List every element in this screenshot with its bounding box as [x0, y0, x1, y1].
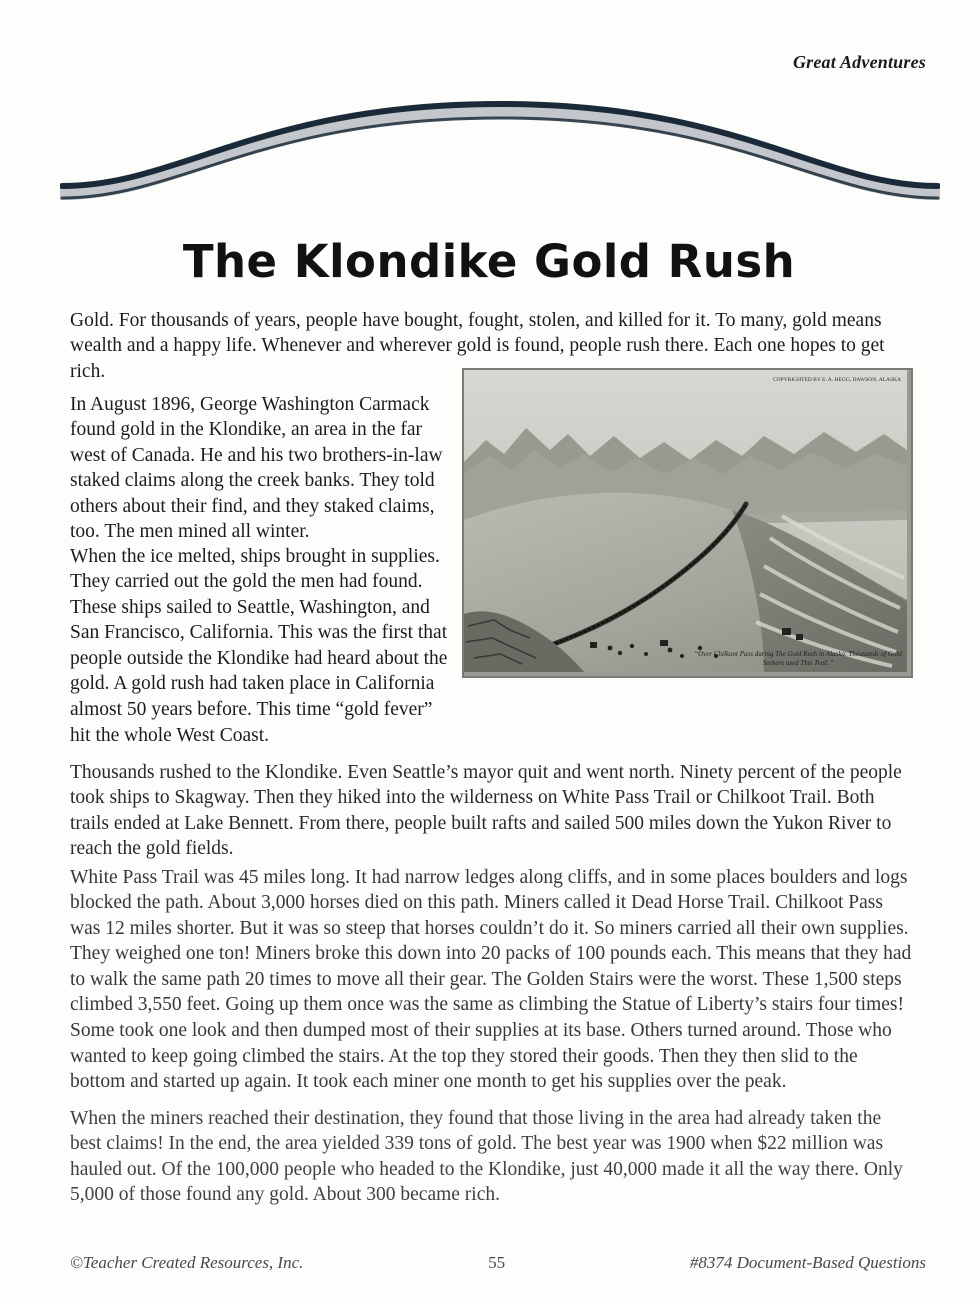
running-head: Great Adventures	[792, 52, 926, 72]
photo-illustration	[464, 370, 907, 672]
paragraph-rush-to-klondike: Thousands rushed to the Klondike. Even Seattle’s mayor quit and went north. Ninety percent of the people took ships to Skagway. Then they hiked into the wilderness on White Pass Trail or Chilkoot Trail. Both trails ended at Lake Bennett. From there, people built rafts and sailed 500 miles down the Yukon River to reach the gold fields.	[70, 761, 902, 860]
paragraph-outcome: When the miners reached their destination, they found that those living in the area had already taken the best claims! In the end, the area yielded 339 tons of gold. The best year was 1900 when $22 million was hauled out. Of the 100,000 people who headed to the Klondike, just 40,000 made it all the way there. Only 5,000 of those found any gold. About 300 became rich.	[70, 1107, 903, 1206]
photo-credit: COPYRIGHTED BY E. A. HEGG, DAWSON, ALASKA	[773, 377, 901, 383]
footer-publisher: ©Teacher Created Resources, Inc.	[70, 1253, 304, 1272]
footer-product: #8374 Document-Based Questions	[689, 1253, 926, 1272]
decorative-swoosh	[60, 88, 940, 208]
chilkoot-pass-photo	[462, 368, 913, 678]
paragraph-discovery: In August 1896, George Washington Carmack found gold in the Klondike, an area in the far west of Canada. He and his two brothers-in-law staked claims along the creek banks. They told others about their find, and they staked claims, too. The men mined all winter.	[70, 393, 443, 543]
footer-page-number: 55	[488, 1253, 506, 1272]
paragraph-ships: When the ice melted, ships brought in supplies. They carried out the gold the men had found. These ships sailed to Seattle, Washington, and San Francisco, California. This was the first that people outside the Klondike had heard about the gold. A gold rush had taken place in California almost 50 years before. This time “gold fever” hit the whole West Coast.	[70, 545, 448, 746]
paragraph-trails: White Pass Trail was 45 miles long. It had narrow ledges along cliffs, and in some places boulders and logs blocked the path. About 3,000 horses died on this path. Miners called it Dead Horse Trail. Chilkoot Pass was 12 miles shorter. But it was so steep that horses couldn’t do it. So miners carried all their own supplies. They weighed one ton! Miners broke this down into 20 packs of 100 pounds each. This means that they had to walk the same path 20 times to move all their gear. The Golden Stairs were the worst. These 1,500 steps climbed 3,550 feet. Going up them once was the same as climbing the Statue of Liberty’s stairs four times! Some took one look and then dumped most of their supplies at its base. Others turned around. Those who wanted to keep going climbed the stairs. At the top they stored their goods. Then they then slid to the bottom and started up again. It took each miner one month to get his supplies over the peak.	[70, 866, 912, 1093]
page-title: The Klondike Gold Rush	[182, 235, 796, 289]
photo-caption: “Over Chilkoot Pass during The Gold Rush in Alaska. Thousands of Gold Seekers used This Trail.”	[694, 650, 902, 667]
paragraph-intro: Gold. For thousands of years, people have bought, fought, stolen, and killed for it. To many, gold means wealth and a happy life. Whenever and wherever gold is found, people rush there. Each one hopes to get rich.	[70, 309, 885, 382]
page-footer	[70, 1253, 926, 1273]
